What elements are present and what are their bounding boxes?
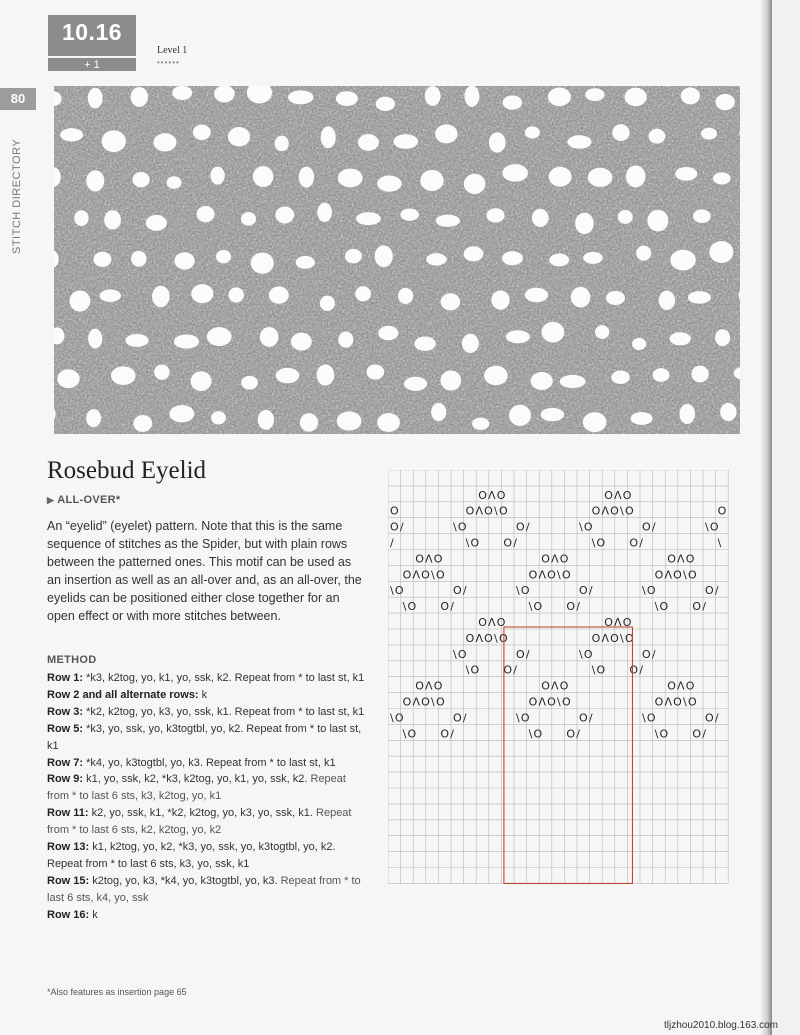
lace-hole bbox=[414, 337, 435, 351]
lace-hole bbox=[502, 251, 523, 265]
lace-hole bbox=[462, 334, 479, 353]
lace-hole bbox=[69, 290, 90, 311]
book-spine bbox=[760, 0, 772, 1035]
lace-hole bbox=[567, 135, 591, 148]
chart-symbol: \O bbox=[528, 727, 544, 741]
chart-symbol: OΛO\O bbox=[465, 504, 509, 518]
lace-hole bbox=[197, 206, 215, 222]
chart-symbol: O/ bbox=[453, 584, 468, 598]
lace-hole bbox=[378, 326, 398, 340]
lace-hole bbox=[688, 291, 711, 304]
chart-symbol: OΛO bbox=[541, 679, 570, 693]
chart-symbol: \ bbox=[717, 536, 723, 550]
lace-hole bbox=[241, 212, 256, 226]
lace-hole bbox=[336, 91, 358, 106]
lace-hole bbox=[715, 94, 734, 110]
chart-symbol: \O bbox=[654, 600, 670, 614]
lace-hole bbox=[715, 329, 730, 346]
chart-symbol: OΛO bbox=[667, 552, 696, 566]
lace-hole bbox=[611, 371, 630, 384]
lace-hole bbox=[253, 166, 273, 187]
chart-symbol: OΛO\O bbox=[402, 568, 446, 582]
chart-symbol: \O bbox=[528, 600, 544, 614]
lace-hole bbox=[131, 87, 148, 107]
chart-symbol: OΛO\O bbox=[528, 695, 572, 709]
lace-hole bbox=[541, 408, 565, 421]
chart-symbol: OΛO\O bbox=[402, 695, 446, 709]
lace-hole bbox=[57, 369, 79, 388]
chart-symbol: O/ bbox=[579, 711, 594, 725]
lace-hole bbox=[93, 252, 111, 267]
next-page-edge bbox=[772, 0, 800, 1035]
stitch-number-badge bbox=[48, 15, 136, 71]
lace-hole bbox=[111, 366, 136, 385]
section-title: STITCH DIRECTORY bbox=[11, 138, 23, 254]
chart-symbol: OΛO bbox=[478, 488, 507, 502]
lace-hole bbox=[491, 290, 509, 309]
lace-hole bbox=[670, 250, 696, 271]
method-row: Row 15: k2tog, yo, k3, *k4, yo, k3togtbl, yo, k3. Repeat from * to last 6 sts, k4, yo, ssk bbox=[47, 874, 361, 904]
lace-hole bbox=[211, 411, 226, 424]
lace-hole bbox=[502, 164, 528, 182]
chart-symbol: \O bbox=[516, 584, 531, 598]
chart-symbol: OΛO bbox=[478, 616, 507, 629]
method-row: Row 5: *k3, yo, ssk, yo, k3togtbl, yo, k2. Repeat from * to last st, k1 bbox=[47, 722, 362, 752]
method-rows bbox=[47, 670, 367, 924]
lace-hole bbox=[675, 167, 697, 181]
chart-symbol: O/ bbox=[566, 600, 582, 614]
chart-symbol: OΛO bbox=[541, 552, 570, 566]
method-row: Row 7: *k4, yo, k3togtbl, yo, k3. Repeat from * to last st, k1 bbox=[47, 756, 336, 769]
footnote: *Also features as insertion page 65 bbox=[47, 987, 187, 997]
lace-hole bbox=[625, 88, 647, 106]
lace-hole bbox=[489, 132, 506, 152]
chart-symbol: O/ bbox=[642, 647, 657, 661]
chart-symbol: \O bbox=[705, 520, 720, 534]
lace-hole bbox=[375, 245, 393, 267]
lace-hole bbox=[321, 126, 336, 148]
lace-hole bbox=[377, 176, 402, 192]
lace-hole bbox=[612, 124, 629, 141]
lace-hole bbox=[125, 334, 148, 347]
chart-symbol: OΛO bbox=[667, 679, 696, 693]
lace-hole bbox=[626, 165, 646, 187]
lace-hole bbox=[228, 287, 243, 302]
chart-symbol: \O bbox=[591, 536, 607, 550]
lace-hole bbox=[431, 403, 446, 421]
lace-hole bbox=[548, 88, 571, 107]
lace-hole bbox=[174, 334, 199, 348]
lace-hole bbox=[575, 213, 594, 234]
method-row: Row 9: k1, yo, ssk, k2, *k3, k2tog, yo, k1, yo, ssk, k2. Repeat from * to last 6 sts, k3, k2tog, yo, k1 bbox=[47, 773, 346, 803]
lace-hole bbox=[86, 170, 104, 191]
lace-hole bbox=[131, 251, 146, 267]
chart-symbol: OΛO bbox=[415, 679, 444, 693]
lace-hole bbox=[174, 252, 194, 269]
chart-symbol: O/ bbox=[705, 584, 720, 598]
lace-hole bbox=[525, 288, 548, 303]
lace-hole bbox=[300, 413, 318, 432]
lace-hole bbox=[549, 253, 569, 266]
chart-symbol: OΛO bbox=[415, 552, 444, 566]
chart-symbol: \O bbox=[516, 711, 531, 725]
lace-hole bbox=[436, 215, 460, 227]
level-dots: •••••• bbox=[157, 58, 180, 67]
pattern-category: ▶ ALL-OVER* bbox=[47, 494, 121, 506]
lace-hole bbox=[681, 87, 700, 104]
lace-hole bbox=[486, 208, 504, 222]
lace-hole bbox=[571, 287, 591, 308]
triangle-right-icon: ▶ bbox=[47, 495, 55, 505]
lace-hole bbox=[172, 86, 192, 100]
chart-symbol: \O bbox=[390, 584, 405, 598]
lace-hole bbox=[258, 410, 274, 430]
chart-symbol: \O bbox=[465, 536, 481, 550]
lace-hole bbox=[88, 329, 102, 349]
watermark: tljzhou2010.blog.163.com bbox=[664, 1020, 778, 1031]
lace-hole bbox=[337, 411, 362, 430]
method-row: Row 16: k bbox=[47, 908, 98, 921]
stitch-number: 10.16 bbox=[61, 19, 123, 45]
chart-symbol: O/ bbox=[629, 536, 645, 550]
lace-hole bbox=[269, 286, 289, 303]
lace-hole bbox=[210, 167, 224, 185]
lace-hole bbox=[358, 134, 379, 151]
lace-hole bbox=[60, 128, 83, 141]
lace-hole bbox=[464, 174, 486, 194]
lace-hole bbox=[585, 88, 604, 101]
chart-symbol: O/ bbox=[516, 520, 531, 534]
lace-hole bbox=[606, 291, 625, 305]
lace-hole bbox=[275, 136, 289, 152]
lace-hole bbox=[275, 206, 294, 223]
lace-hole bbox=[241, 376, 258, 390]
lace-hole bbox=[154, 365, 170, 380]
level-label: Level 1 bbox=[157, 45, 188, 56]
lace-hole bbox=[541, 322, 564, 343]
lace-hole bbox=[251, 252, 274, 273]
chart-symbol: O/ bbox=[566, 727, 582, 741]
lace-hole bbox=[720, 403, 736, 421]
lace-hole bbox=[636, 246, 651, 261]
chart-symbol: \O bbox=[579, 647, 594, 661]
lace-hole bbox=[296, 256, 315, 269]
lace-hole bbox=[595, 325, 609, 339]
lace-hole bbox=[299, 167, 314, 188]
lace-hole bbox=[425, 86, 441, 106]
chart-symbol: O bbox=[717, 504, 728, 518]
lace-hole bbox=[618, 210, 633, 224]
lace-hole bbox=[509, 405, 531, 426]
lace-hole bbox=[525, 126, 540, 138]
chart-symbol: OΛO\O bbox=[591, 504, 635, 518]
chart-symbol: O/ bbox=[503, 663, 519, 677]
lace-hole bbox=[441, 293, 461, 310]
lace-hole bbox=[291, 333, 312, 351]
lace-hole bbox=[320, 296, 335, 312]
lace-hole bbox=[588, 168, 613, 187]
lace-hole bbox=[647, 210, 668, 232]
lace-hole bbox=[398, 288, 413, 304]
chart-symbol: \O bbox=[591, 663, 607, 677]
lace-hole bbox=[701, 128, 717, 140]
chart-symbol: \O bbox=[642, 711, 657, 725]
lace-hole bbox=[503, 95, 523, 109]
lace-hole bbox=[216, 250, 231, 263]
lace-hole bbox=[435, 124, 457, 143]
lace-hole bbox=[228, 127, 250, 146]
lace-hole bbox=[472, 418, 489, 431]
lace-hole bbox=[484, 366, 508, 386]
lace-hole bbox=[631, 412, 653, 425]
lace-hole bbox=[426, 253, 446, 266]
lace-hole bbox=[193, 125, 211, 141]
stitch-multiple: + 1 bbox=[84, 59, 100, 71]
lace-hole bbox=[560, 375, 586, 388]
lace-hole bbox=[152, 286, 170, 307]
chart-symbol: O/ bbox=[705, 711, 720, 725]
lace-hole bbox=[345, 249, 362, 263]
lace-hole bbox=[649, 129, 666, 144]
chart-symbol: \O bbox=[453, 647, 468, 661]
lace-hole bbox=[153, 133, 176, 151]
lace-hole bbox=[400, 209, 419, 221]
lace-hole bbox=[355, 286, 371, 301]
chart-symbol: \O bbox=[402, 600, 418, 614]
method-row: Row 13: k1, k2tog, yo, k2, *k3, yo, ssk, yo, k3togtbl, yo, k2. Repeat from * to last 6 sts, k3, yo, ssk, k1 bbox=[47, 841, 336, 870]
chart-symbol: \O bbox=[402, 727, 418, 741]
lace-hole bbox=[100, 289, 121, 302]
lace-hole bbox=[132, 172, 149, 188]
lace-hole bbox=[317, 203, 332, 222]
lace-hole bbox=[506, 330, 530, 343]
lace-hole bbox=[376, 97, 395, 111]
chart-symbol: O/ bbox=[503, 536, 519, 550]
lace-hole bbox=[167, 176, 182, 189]
lace-hole bbox=[549, 167, 572, 187]
lace-hole bbox=[377, 413, 400, 432]
method-row: Row 11: k2, yo, ssk, k1, *k2, k2tog, yo, k3, yo, ssk, k1. Repeat from * to last 6 sts, k2, k2tog, yo, k2 bbox=[47, 807, 352, 837]
lace-hole bbox=[214, 86, 235, 102]
lace-hole bbox=[393, 134, 418, 149]
lace-hole bbox=[464, 86, 479, 107]
lace-hole bbox=[288, 90, 313, 104]
lace-hole bbox=[276, 368, 300, 383]
lace-hole bbox=[583, 252, 603, 264]
lace-hole bbox=[691, 366, 708, 383]
chart-symbol: O/ bbox=[516, 647, 531, 661]
lace-hole bbox=[659, 291, 675, 310]
lace-hole bbox=[679, 404, 695, 424]
method-row: Row 3: *k2, k2tog, yo, k3, yo, ssk, k1. Repeat from * to last st, k1 bbox=[47, 705, 365, 718]
chart-symbol: O bbox=[390, 504, 400, 518]
lace-hole bbox=[191, 284, 213, 303]
chart-symbol: OΛO\O bbox=[528, 568, 572, 582]
chart-symbol: OΛO\O bbox=[465, 631, 509, 645]
lace-hole bbox=[102, 130, 126, 152]
chart-repeat-box bbox=[504, 627, 633, 883]
lace-hole bbox=[693, 209, 711, 223]
lace-hole bbox=[146, 215, 167, 231]
stitch-chart bbox=[388, 470, 732, 885]
page-number: 80 bbox=[0, 88, 36, 110]
chart-symbol: \O bbox=[642, 584, 657, 598]
chart-symbol: O/ bbox=[440, 727, 456, 741]
lace-hole bbox=[191, 371, 212, 391]
lace-hole bbox=[709, 241, 733, 263]
lace-hole bbox=[338, 169, 363, 188]
lace-hole bbox=[464, 246, 484, 261]
lace-hole bbox=[207, 327, 232, 346]
chart-symbol: O/ bbox=[692, 727, 708, 741]
chart-symbol: \O bbox=[390, 711, 405, 725]
lace-hole bbox=[653, 368, 670, 382]
lace-hole bbox=[440, 370, 461, 390]
chart-symbol: O/ bbox=[440, 600, 456, 614]
method-row: Row 2 and all alternate rows: k bbox=[47, 688, 208, 701]
lace-hole bbox=[713, 172, 731, 184]
chart-symbol: O/ bbox=[453, 711, 468, 725]
lace-hole bbox=[260, 327, 279, 347]
method-row: Row 1: *k3, k2tog, yo, k1, yo, ssk, k2. Repeat from * to last st, k1 bbox=[47, 672, 365, 684]
method-heading: METHOD bbox=[47, 654, 97, 666]
lace-hole bbox=[133, 415, 152, 432]
lace-hole bbox=[104, 210, 121, 229]
chart-symbol: O/ bbox=[629, 663, 645, 677]
lace-hole bbox=[420, 170, 443, 191]
chart-symbol: / bbox=[390, 536, 395, 550]
lace-hole bbox=[366, 364, 384, 379]
lace-hole bbox=[356, 212, 381, 225]
lace-hole bbox=[86, 409, 101, 427]
chart-symbol: O/ bbox=[579, 584, 594, 598]
chart-symbol: OΛO\O bbox=[654, 695, 698, 709]
lace-hole bbox=[74, 210, 88, 226]
lace-hole bbox=[338, 331, 353, 347]
chart-symbol: O/ bbox=[390, 520, 405, 534]
chart-symbol: O/ bbox=[692, 600, 708, 614]
chart-symbol: OΛO\O bbox=[654, 568, 698, 582]
lace-hole bbox=[532, 209, 549, 227]
pattern-title: Rosebud Eyelid bbox=[47, 457, 207, 484]
chart-symbol: OΛO bbox=[604, 616, 633, 629]
chart-symbol: \O bbox=[579, 520, 594, 534]
pattern-intro: An “eyelid” (eyelet) pattern. Note that this is the same sequence of stitches as the Spider, but with plain rows between the patterned ones. This motif can be used as an insertion as well as an all-over and, as an all-over, the eyelids can be positioned either close together for an open effect or with more stitches between. bbox=[47, 519, 362, 623]
lace-hole bbox=[404, 377, 427, 391]
lace-hole bbox=[169, 405, 194, 422]
chart-symbol: O/ bbox=[642, 520, 657, 534]
chart-symbol: \O bbox=[465, 663, 481, 677]
knitted-lace-swatch-photo bbox=[54, 86, 740, 434]
chart-symbol: \O bbox=[654, 727, 670, 741]
lace-hole bbox=[670, 332, 691, 345]
chart-symbol: OΛO\O bbox=[591, 631, 635, 645]
chart-symbol: \O bbox=[453, 520, 468, 534]
lace-hole bbox=[317, 364, 335, 385]
lace-hole bbox=[88, 88, 103, 109]
lace-hole bbox=[531, 372, 553, 390]
chart-symbol: OΛO bbox=[604, 488, 633, 502]
lace-hole bbox=[632, 338, 646, 350]
lace-hole bbox=[583, 412, 607, 432]
